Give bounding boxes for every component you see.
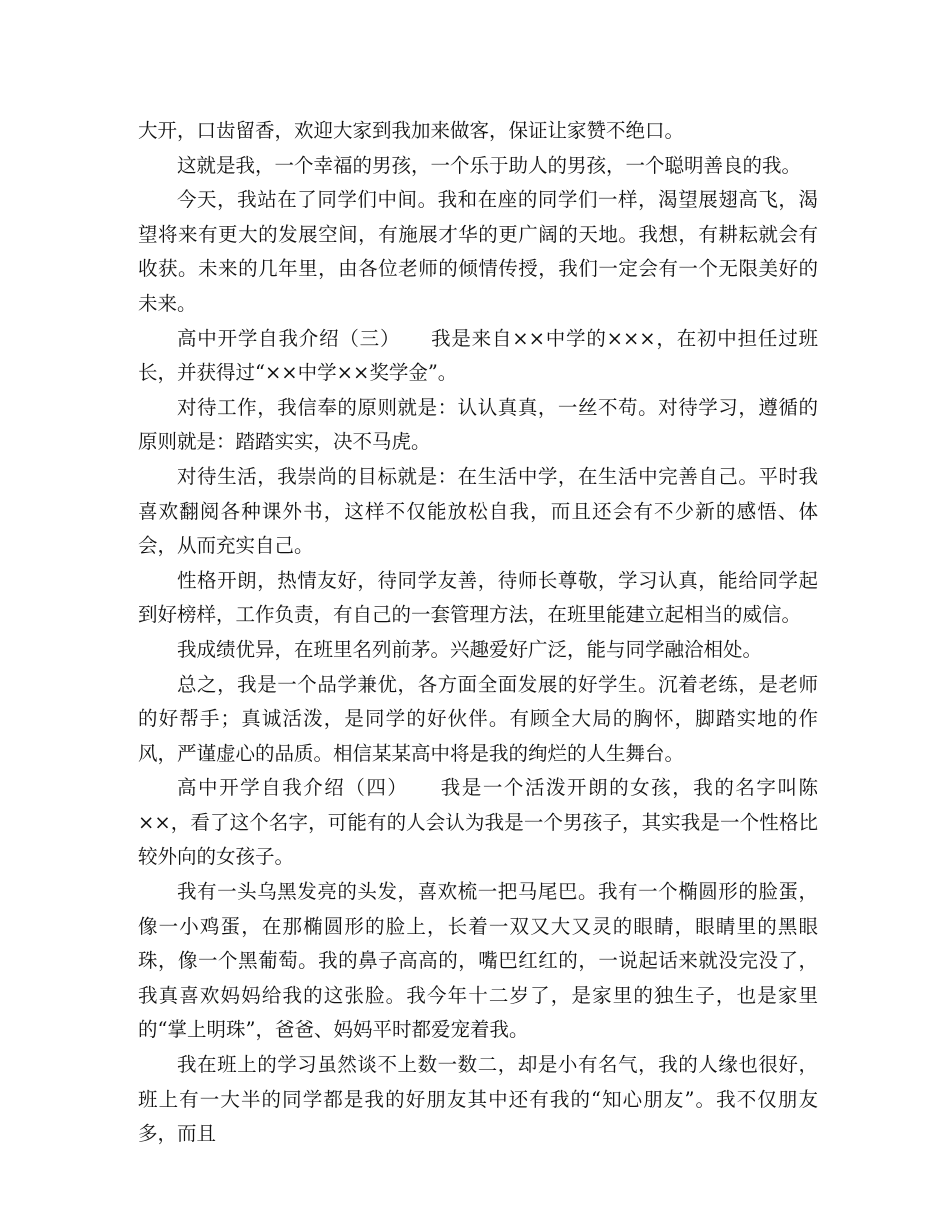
paragraph-8: 我成绩优异，在班里名列前茅。兴趣爱好广泛，能与同学融洽相处。 [177, 637, 763, 661]
paragraph-11: 我有一头乌黑发亮的头发，喜欢梳一把马尾巴。我有一个椭圆形的脸蛋，像一小鸡蛋，在那椭圆形的脸上，长着一双又大又灵的眼睛，眼睛里的黑眼珠，像一个黑葡萄。我的鼻子高高的，嘴巴红红的，一说起话来就没完没了，我真喜欢妈妈给我的这张脸。我今年十二岁了，是家里的独生子，也是家里的“掌上明珠”，爸爸、妈妈平时都爱宠着我。 [138, 880, 818, 1042]
paragraph-5: 对待工作，我信奉的原则就是：认认真真，一丝不苟。对待学习，遵循的原则就是：踏踏实实，决不马虎。 [138, 395, 818, 454]
paragraph-2: 这就是我，一个幸福的男孩，一个乐于助人的男孩，一个聪明善良的我。 [177, 153, 802, 177]
paragraph-4: 高中开学自我介绍（三） 我是来自××中学的×××，在初中担任过班长，并获得过“××中学××奖学金”。 [138, 326, 818, 385]
paragraph-10: 高中开学自我介绍（四） 我是一个活泼开朗的女孩，我的名字叫陈××，看了这个名字，可能有的人会认为我是一个男孩子，其实我是一个性格比较外向的女孩子。 [138, 776, 818, 869]
paragraph-6: 对待生活，我崇尚的目标就是：在生活中学，在生活中完善自己。平时我喜欢翻阅各种课外书，这样不仅能放松自我，而且还会有不少新的感悟、体会，从而充实自己。 [138, 464, 818, 558]
paragraph-3: 今天，我站在了同学们中间。我和在座的同学们一样，渴望展翅高飞，渴望将来有更大的发展空间，有施展才华的更广阔的天地。我想，有耕耘就会有收获。未来的几年里，由各位老师的倾情传授，我们一定会有一个无限美好的未来。 [138, 188, 818, 315]
paragraph-9: 总之，我是一个品学兼优，各方面全面发展的好学生。沉着老练，是老师的好帮手；真诚活泼，是同学的好伙伴。有顾全大局的胸怀，脚踏实地的作风，严谨虚心的品质。相信某某高中将是我的绚烂的人生舞台。 [138, 672, 818, 765]
paragraph-12: 我在班上的学习虽然谈不上数一数二，却是小有名气，我的人缘也很好，班上有一大半的同学都是我的好朋友其中还有我的“知心朋友”。我不仅朋友多，而且 [138, 1053, 818, 1146]
paragraph-7: 性格开朗，热情友好，待同学友善，待师长尊敬，学习认真，能给同学起到好榜样，工作负责，有自己的一套管理方法，在班里能建立起相当的威信。 [138, 568, 818, 627]
paragraph-1: 大开，口齿留香，欢迎大家到我加来做客，保证让家赞不绝口。 [138, 119, 685, 142]
document-body [138, 114, 818, 1152]
